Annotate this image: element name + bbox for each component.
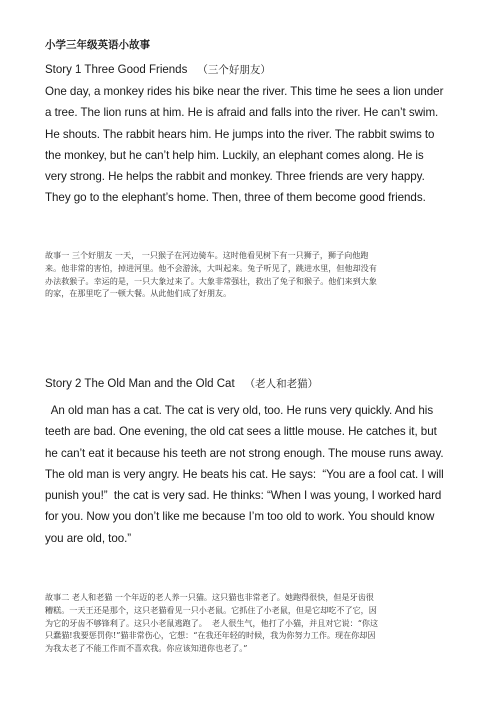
story-2-chinese-line: 为我太老了不能工作而不喜欢我。你应该知道你也老了。” bbox=[45, 643, 248, 654]
story-1-chinese-translation bbox=[45, 249, 457, 300]
story-1-chinese-line: 的家，在那里吃了一顿大餐。从此他们成了好朋友。 bbox=[45, 288, 232, 299]
story-2-chinese-line: 故事二 老人和老猫 一个年迈的老人养一只猫。这只猫也非常老了。她跑得很快，但是牙齿很 bbox=[45, 592, 374, 602]
story-2-english-line: The old man is very angry. He beats his cat. He says: “You are a fool cat. I will bbox=[45, 467, 444, 481]
story-1-title-chinese: （三个好朋友） bbox=[197, 64, 271, 76]
story-2-chinese-translation bbox=[45, 591, 457, 655]
story-1-english-line: a tree. The lion runs at him. He is afraid and falls into the river. He can’t swim. bbox=[45, 106, 439, 120]
story-1-chinese-line: 办法救猴子。幸运的是，一只大象过来了。大象非常强壮，救出了兔子和猴子。他们来到大象 bbox=[45, 275, 377, 286]
story-2-english-line: he can’t eat it because his teeth are not strong enough. The mouse runs away. bbox=[45, 446, 444, 460]
story-2-english-line: An old man has a cat. The cat is very old, too. He runs very quickly. And his bbox=[45, 404, 434, 417]
story-1-english-line: very strong. He helps the rabbit and monkey. Three friends are very happy. bbox=[45, 170, 425, 184]
story-1-chinese-line: 来。他非常的害怕，掉进河里。他不会游泳，大叫起来。兔子听见了，跳进水里，但他却没有 bbox=[45, 262, 377, 273]
story-1-english-line: the monkey, but he can’t help him. Luckily, an elephant comes along. He is bbox=[45, 148, 424, 162]
story-2-chinese-line: 糟糕。一天王还是那个，这只老猫看见一只小老鼠。它抓住了小老鼠，但是它却吃不了它，因 bbox=[45, 604, 377, 615]
story-1-english-text bbox=[45, 81, 463, 209]
story-1-english-line: One day, a monkey rides his bike near the river. This time he sees a lion under bbox=[45, 85, 444, 98]
document-title: 小学三年级英语小故事 bbox=[45, 39, 150, 51]
story-2-english-text bbox=[45, 400, 463, 549]
story-2-chinese-line: 只蠢猫!我要惩罚你!”猫非常伤心，它想：“在我还年轻的时候，我为你努力工作。现在你却因 bbox=[45, 630, 376, 641]
story-2-english-line: punish you!” the cat is very sad. He thinks: “When I was young, I worked hard bbox=[45, 489, 442, 503]
story-1-title-english: Story 1 Three Good Friends bbox=[45, 64, 188, 76]
story-2-title bbox=[45, 376, 318, 391]
story-2-english-line: teeth are bad. One evening, the old cat sees a little mouse. He catches it, but bbox=[45, 425, 437, 439]
story-2-chinese-line: 为它的牙齿不够锋利了。这只小老鼠逃跑了。 老人很生气，他打了小猫，并且对它说：“你这 bbox=[45, 617, 379, 628]
story-2-title-chinese: （老人和老猫） bbox=[244, 378, 319, 390]
story-1-chinese-line: 故事一 三个好朋友 一天， 一只猴子在河边骑车。这时他看见树下有一只狮子，狮子向他跑 bbox=[45, 250, 369, 260]
story-1-english-line: He shouts. The rabbit hears him. He jumps into the river. The rabbit swims to bbox=[45, 127, 435, 141]
story-1-title bbox=[45, 62, 271, 77]
story-2-english-line: for you. Now you don’t like me because I’m too old to work. You should know bbox=[45, 510, 435, 524]
story-2-title-english: Story 2 The Old Man and the Old Cat bbox=[45, 378, 235, 390]
story-2-english-line: you are old, too.” bbox=[45, 531, 132, 545]
story-1-english-line: They go to the elephant’s home. Then, three of them become good friends. bbox=[45, 191, 426, 205]
